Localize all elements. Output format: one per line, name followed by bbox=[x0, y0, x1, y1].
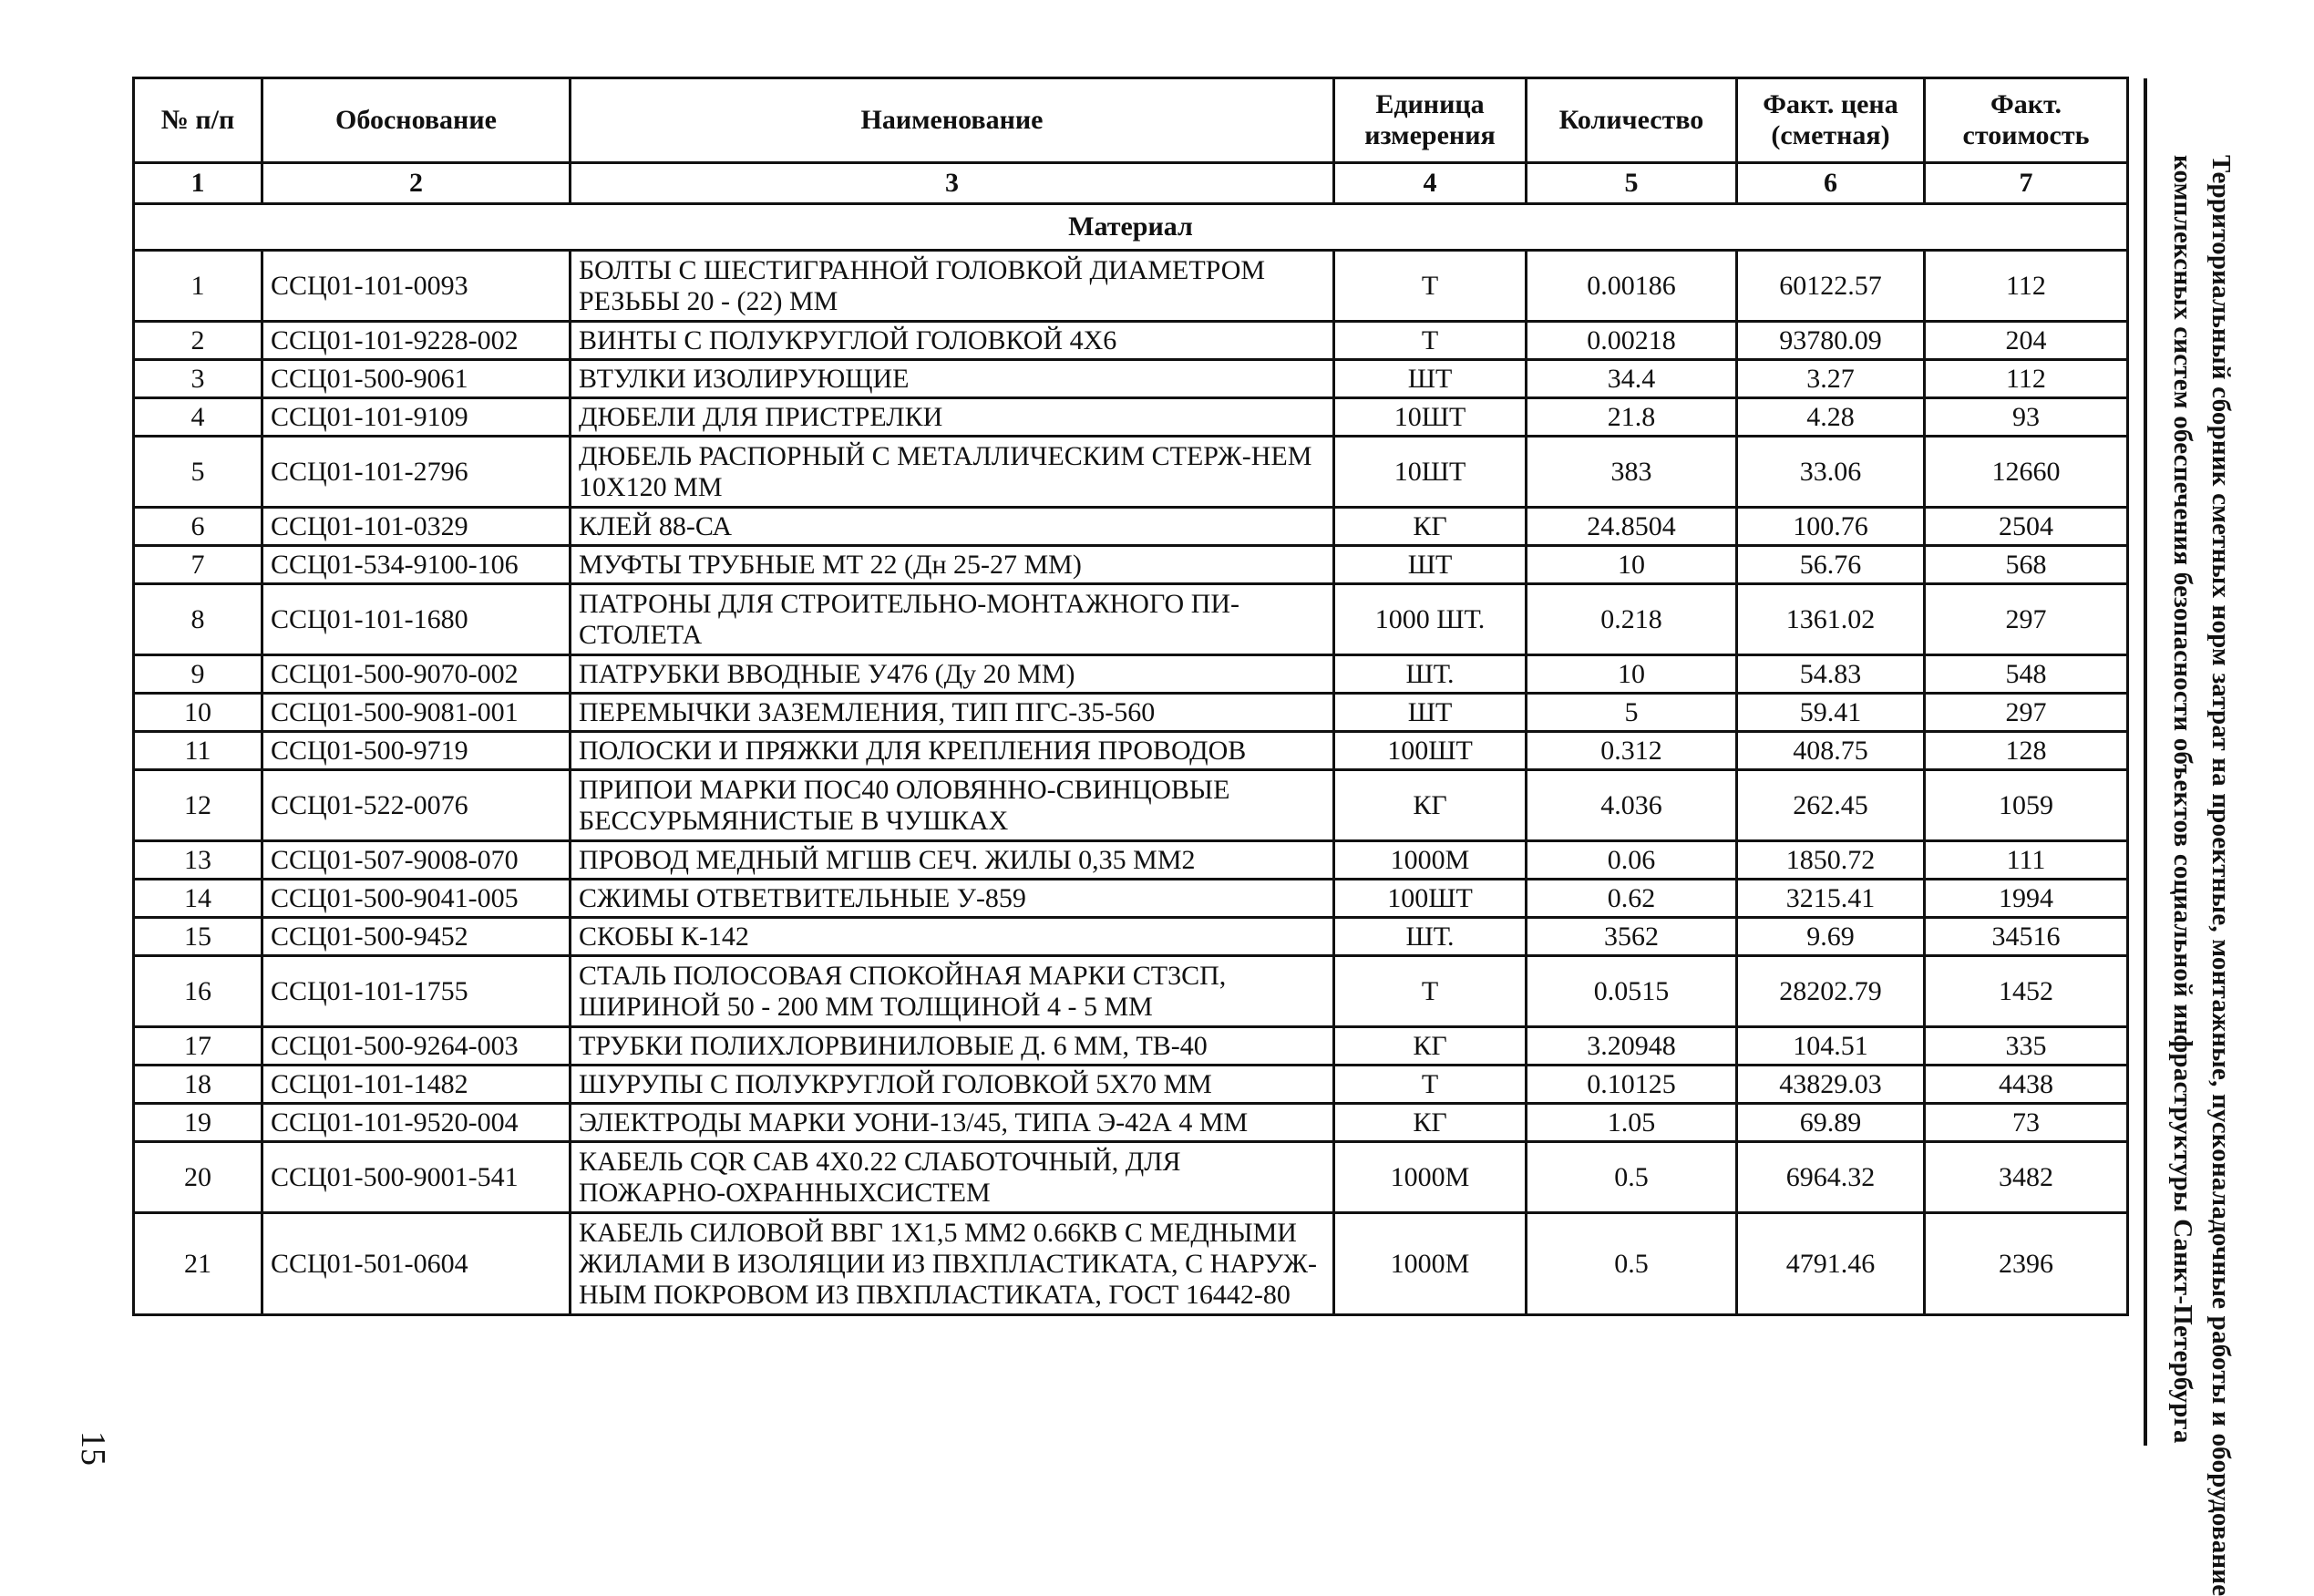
table-row bbox=[134, 841, 2128, 880]
row-unit: ШТ. bbox=[1334, 655, 1527, 694]
table-row bbox=[134, 360, 2128, 398]
row-cost: 1994 bbox=[1925, 880, 2128, 918]
row-quantity: 34.4 bbox=[1527, 360, 1737, 398]
row-number: 21 bbox=[134, 1213, 262, 1315]
row-item-name: ПРИПОИ МАРКИ ПОС40 ОЛОВЯННО-СВИНЦОВЫЕ БЕССУРЬМЯНИСТЫЕ В ЧУШКАХ bbox=[571, 770, 1334, 841]
row-unit: ШТ. bbox=[1334, 918, 1527, 956]
row-basis-code: ССЦ01-101-9228-002 bbox=[262, 322, 571, 360]
row-unit: Т bbox=[1334, 322, 1527, 360]
row-unit: КГ bbox=[1334, 508, 1527, 546]
column-index: 5 bbox=[1527, 163, 1737, 204]
table-row bbox=[134, 1027, 2128, 1066]
section-row bbox=[134, 204, 2128, 251]
row-quantity: 0.5 bbox=[1527, 1142, 1737, 1213]
table-row bbox=[134, 398, 2128, 437]
row-item-name: ШУРУПЫ С ПОЛУКРУГЛОЙ ГОЛОВКОЙ 5Х70 ММ bbox=[571, 1066, 1334, 1104]
table-row bbox=[134, 1066, 2128, 1104]
table-row bbox=[134, 584, 2128, 655]
row-price: 56.76 bbox=[1737, 546, 1925, 584]
row-number: 15 bbox=[134, 918, 262, 956]
row-cost: 12660 bbox=[1925, 437, 2128, 508]
table-row bbox=[134, 1213, 2128, 1315]
row-number: 3 bbox=[134, 360, 262, 398]
row-item-name: СКОБЫ К-142 bbox=[571, 918, 1334, 956]
header-cost: Факт. стоимость bbox=[1925, 78, 2128, 163]
table-row bbox=[134, 322, 2128, 360]
row-basis-code: ССЦ01-101-1755 bbox=[262, 956, 571, 1027]
row-item-name: ПОЛОСКИ И ПРЯЖКИ ДЛЯ КРЕПЛЕНИЯ ПРОВОДОВ bbox=[571, 732, 1334, 770]
header-quantity: Количество bbox=[1527, 78, 1737, 163]
column-index: 7 bbox=[1925, 163, 2128, 204]
row-basis-code: ССЦ01-101-2796 bbox=[262, 437, 571, 508]
row-number: 7 bbox=[134, 546, 262, 584]
row-basis-code: ССЦ01-500-9452 bbox=[262, 918, 571, 956]
row-cost: 335 bbox=[1925, 1027, 2128, 1066]
column-index: 3 bbox=[571, 163, 1334, 204]
row-price: 3.27 bbox=[1737, 360, 1925, 398]
row-price: 43829.03 bbox=[1737, 1066, 1925, 1104]
header-name: Наименование bbox=[571, 78, 1334, 163]
row-number: 1 bbox=[134, 251, 262, 322]
row-quantity: 24.8504 bbox=[1527, 508, 1737, 546]
row-price: 9.69 bbox=[1737, 918, 1925, 956]
row-number: 19 bbox=[134, 1104, 262, 1142]
row-price: 262.45 bbox=[1737, 770, 1925, 841]
row-price: 93780.09 bbox=[1737, 322, 1925, 360]
row-item-name: СТАЛЬ ПОЛОСОВАЯ СПОКОЙНАЯ МАРКИ СТ3СП, ШИРИНОЙ 50 - 200 ММ ТОЛЩИНОЙ 4 - 5 ММ bbox=[571, 956, 1334, 1027]
row-quantity: 0.312 bbox=[1527, 732, 1737, 770]
row-quantity: 0.06 bbox=[1527, 841, 1737, 880]
row-number: 20 bbox=[134, 1142, 262, 1213]
row-item-name: СЖИМЫ ОТВЕТВИТЕЛЬНЫЕ У-859 bbox=[571, 880, 1334, 918]
row-basis-code: ССЦ01-500-9719 bbox=[262, 732, 571, 770]
row-cost: 4438 bbox=[1925, 1066, 2128, 1104]
row-price: 69.89 bbox=[1737, 1104, 1925, 1142]
row-cost: 3482 bbox=[1925, 1142, 2128, 1213]
row-unit: 1000М bbox=[1334, 1142, 1527, 1213]
row-quantity: 5 bbox=[1527, 694, 1737, 732]
row-quantity: 10 bbox=[1527, 546, 1737, 584]
row-price: 60122.57 bbox=[1737, 251, 1925, 322]
table-row bbox=[134, 508, 2128, 546]
row-quantity: 1.05 bbox=[1527, 1104, 1737, 1142]
row-item-name: ПЕРЕМЫЧКИ ЗАЗЕМЛЕНИЯ, ТИП ПГС-35-560 bbox=[571, 694, 1334, 732]
row-price: 4.28 bbox=[1737, 398, 1925, 437]
row-number: 16 bbox=[134, 956, 262, 1027]
row-unit: Т bbox=[1334, 251, 1527, 322]
row-item-name: ДЮБЕЛЬ РАСПОРНЫЙ С МЕТАЛЛИЧЕСКИМ СТЕРЖ-НЕМ 10Х120 ММ bbox=[571, 437, 1334, 508]
row-item-name: КЛЕЙ 88-СА bbox=[571, 508, 1334, 546]
row-quantity: 0.0515 bbox=[1527, 956, 1737, 1027]
row-item-name: МУФТЫ ТРУБНЫЕ МТ 22 (Дн 25-27 ММ) bbox=[571, 546, 1334, 584]
row-unit: КГ bbox=[1334, 1104, 1527, 1142]
row-basis-code: ССЦ01-501-0604 bbox=[262, 1213, 571, 1315]
row-quantity: 4.036 bbox=[1527, 770, 1737, 841]
header-unit: Единица измерения bbox=[1334, 78, 1527, 163]
column-index-row bbox=[134, 163, 2128, 204]
column-index: 6 bbox=[1737, 163, 1925, 204]
row-price: 1850.72 bbox=[1737, 841, 1925, 880]
row-cost: 297 bbox=[1925, 694, 2128, 732]
row-basis-code: ССЦ01-101-9109 bbox=[262, 398, 571, 437]
table-row bbox=[134, 732, 2128, 770]
estimate-table bbox=[132, 77, 2129, 1316]
row-item-name: ЭЛЕКТРОДЫ МАРКИ УОНИ-13/45, ТИПА Э-42А 4 ММ bbox=[571, 1104, 1334, 1142]
row-price: 54.83 bbox=[1737, 655, 1925, 694]
row-number: 11 bbox=[134, 732, 262, 770]
row-number: 2 bbox=[134, 322, 262, 360]
row-quantity: 383 bbox=[1527, 437, 1737, 508]
table-row bbox=[134, 918, 2128, 956]
row-cost: 204 bbox=[1925, 322, 2128, 360]
row-item-name: ТРУБКИ ПОЛИХЛОРВИНИЛОВЫЕ Д. 6 ММ, ТВ-40 bbox=[571, 1027, 1334, 1066]
row-cost: 297 bbox=[1925, 584, 2128, 655]
row-number: 10 bbox=[134, 694, 262, 732]
header-row bbox=[134, 78, 2128, 163]
row-price: 408.75 bbox=[1737, 732, 1925, 770]
row-quantity: 0.00218 bbox=[1527, 322, 1737, 360]
row-number: 4 bbox=[134, 398, 262, 437]
row-quantity: 10 bbox=[1527, 655, 1737, 694]
row-basis-code: ССЦ01-500-9061 bbox=[262, 360, 571, 398]
row-number: 5 bbox=[134, 437, 262, 508]
row-number: 8 bbox=[134, 584, 262, 655]
row-unit: КГ bbox=[1334, 1027, 1527, 1066]
row-quantity: 0.5 bbox=[1527, 1213, 1737, 1315]
row-price: 3215.41 bbox=[1737, 880, 1925, 918]
table-row bbox=[134, 770, 2128, 841]
row-price: 1361.02 bbox=[1737, 584, 1925, 655]
row-price: 100.76 bbox=[1737, 508, 1925, 546]
row-basis-code: ССЦ01-101-9520-004 bbox=[262, 1104, 571, 1142]
row-basis-code: ССЦ01-500-9070-002 bbox=[262, 655, 571, 694]
row-item-name: КАБЕЛЬ CQR CAB 4Х0.22 СЛАБОТОЧНЫЙ, ДЛЯ ПОЖАРНО-ОХРАННЫХСИСТЕМ bbox=[571, 1142, 1334, 1213]
row-item-name: БОЛТЫ С ШЕСТИГРАННОЙ ГОЛОВКОЙ ДИАМЕТРОМ РЕЗЬБЫ 20 - (22) ММ bbox=[571, 251, 1334, 322]
row-cost: 112 bbox=[1925, 251, 2128, 322]
row-quantity: 0.10125 bbox=[1527, 1066, 1737, 1104]
row-cost: 568 bbox=[1925, 546, 2128, 584]
row-item-name: ВТУЛКИ ИЗОЛИРУЮЩИЕ bbox=[571, 360, 1334, 398]
row-quantity: 3562 bbox=[1527, 918, 1737, 956]
row-quantity: 0.218 bbox=[1527, 584, 1737, 655]
row-number: 18 bbox=[134, 1066, 262, 1104]
row-cost: 1059 bbox=[1925, 770, 2128, 841]
row-price: 33.06 bbox=[1737, 437, 1925, 508]
row-number: 14 bbox=[134, 880, 262, 918]
row-unit: Т bbox=[1334, 956, 1527, 1027]
table-row bbox=[134, 694, 2128, 732]
row-unit: ШТ bbox=[1334, 546, 1527, 584]
row-unit: 100ШТ bbox=[1334, 880, 1527, 918]
row-basis-code: ССЦ01-522-0076 bbox=[262, 770, 571, 841]
row-unit: 1000М bbox=[1334, 1213, 1527, 1315]
row-item-name: ВИНТЫ С ПОЛУКРУГЛОЙ ГОЛОВКОЙ 4Х6 bbox=[571, 322, 1334, 360]
table-row bbox=[134, 1104, 2128, 1142]
row-price: 104.51 bbox=[1737, 1027, 1925, 1066]
row-basis-code: ССЦ01-534-9100-106 bbox=[262, 546, 571, 584]
column-index: 4 bbox=[1334, 163, 1527, 204]
row-cost: 112 bbox=[1925, 360, 2128, 398]
column-index: 1 bbox=[134, 163, 262, 204]
row-basis-code: ССЦ01-101-0329 bbox=[262, 508, 571, 546]
side-title-line-1: Территориальный сборник сметных норм затрат на проектные, монтажные, пусконаладочные работы и оборудование bbox=[2206, 155, 2236, 1596]
row-cost: 93 bbox=[1925, 398, 2128, 437]
row-basis-code: ССЦ01-101-1680 bbox=[262, 584, 571, 655]
row-unit: 1000 ШТ. bbox=[1334, 584, 1527, 655]
page-number: 15 bbox=[74, 1431, 112, 1466]
side-title-line-2: комплексных систем обеспечения безопасности объектов социальной инфраструктуры Санкт-Петербурга bbox=[2168, 155, 2197, 1444]
row-unit: 10ШТ bbox=[1334, 437, 1527, 508]
table-row bbox=[134, 880, 2128, 918]
row-unit: КГ bbox=[1334, 770, 1527, 841]
row-unit: 1000М bbox=[1334, 841, 1527, 880]
row-number: 12 bbox=[134, 770, 262, 841]
row-price: 6964.32 bbox=[1737, 1142, 1925, 1213]
row-number: 6 bbox=[134, 508, 262, 546]
column-index: 2 bbox=[262, 163, 571, 204]
table-row bbox=[134, 437, 2128, 508]
row-basis-code: ССЦ01-500-9001-541 bbox=[262, 1142, 571, 1213]
row-price: 59.41 bbox=[1737, 694, 1925, 732]
row-unit: Т bbox=[1334, 1066, 1527, 1104]
row-cost: 73 bbox=[1925, 1104, 2128, 1142]
row-item-name: ПАТРУБКИ ВВОДНЫЕ У476 (Ду 20 ММ) bbox=[571, 655, 1334, 694]
row-item-name: КАБЕЛЬ СИЛОВОЙ ВВГ 1Х1,5 ММ2 0.66КВ С МЕДНЫМИ ЖИЛАМИ В ИЗОЛЯЦИИ ИЗ ПВХПЛАСТИКАТА, С НАРУЖ-НЫМ ПОКРОВОМ ИЗ ПВХПЛАСТИКАТА, ГОСТ 16442-80 bbox=[571, 1213, 1334, 1315]
header-price: Факт. цена (сметная) bbox=[1737, 78, 1925, 163]
row-basis-code: ССЦ01-500-9041-005 bbox=[262, 880, 571, 918]
section-title: Материал bbox=[134, 204, 2128, 251]
table-row bbox=[134, 956, 2128, 1027]
row-unit: 100ШТ bbox=[1334, 732, 1527, 770]
row-cost: 2504 bbox=[1925, 508, 2128, 546]
row-number: 13 bbox=[134, 841, 262, 880]
row-basis-code: ССЦ01-500-9264-003 bbox=[262, 1027, 571, 1066]
table-row bbox=[134, 1142, 2128, 1213]
table-row bbox=[134, 655, 2128, 694]
row-number: 17 bbox=[134, 1027, 262, 1066]
row-unit: 10ШТ bbox=[1334, 398, 1527, 437]
header-basis: Обоснование bbox=[262, 78, 571, 163]
row-quantity: 0.00186 bbox=[1527, 251, 1737, 322]
row-cost: 34516 bbox=[1925, 918, 2128, 956]
row-number: 9 bbox=[134, 655, 262, 694]
row-quantity: 3.20948 bbox=[1527, 1027, 1737, 1066]
row-item-name: ДЮБЕЛИ ДЛЯ ПРИСТРЕЛКИ bbox=[571, 398, 1334, 437]
row-quantity: 21.8 bbox=[1527, 398, 1737, 437]
row-cost: 128 bbox=[1925, 732, 2128, 770]
row-item-name: ПАТРОНЫ ДЛЯ СТРОИТЕЛЬНО-МОНТАЖНОГО ПИ-СТОЛЕТА bbox=[571, 584, 1334, 655]
table-row bbox=[134, 251, 2128, 322]
header-number: № п/п bbox=[134, 78, 262, 163]
row-price: 4791.46 bbox=[1737, 1213, 1925, 1315]
table-row bbox=[134, 546, 2128, 584]
row-cost: 548 bbox=[1925, 655, 2128, 694]
row-quantity: 0.62 bbox=[1527, 880, 1737, 918]
row-item-name: ПРОВОД МЕДНЫЙ МГШВ СЕЧ. ЖИЛЫ 0,35 ММ2 bbox=[571, 841, 1334, 880]
row-basis-code: ССЦ01-101-1482 bbox=[262, 1066, 571, 1104]
row-cost: 1452 bbox=[1925, 956, 2128, 1027]
row-basis-code: ССЦ01-507-9008-070 bbox=[262, 841, 571, 880]
row-unit: ШТ bbox=[1334, 360, 1527, 398]
row-unit: ШТ bbox=[1334, 694, 1527, 732]
row-basis-code: ССЦ01-101-0093 bbox=[262, 251, 571, 322]
row-cost: 2396 bbox=[1925, 1213, 2128, 1315]
margin-divider bbox=[2144, 78, 2147, 1446]
row-price: 28202.79 bbox=[1737, 956, 1925, 1027]
row-basis-code: ССЦ01-500-9081-001 bbox=[262, 694, 571, 732]
row-cost: 111 bbox=[1925, 841, 2128, 880]
